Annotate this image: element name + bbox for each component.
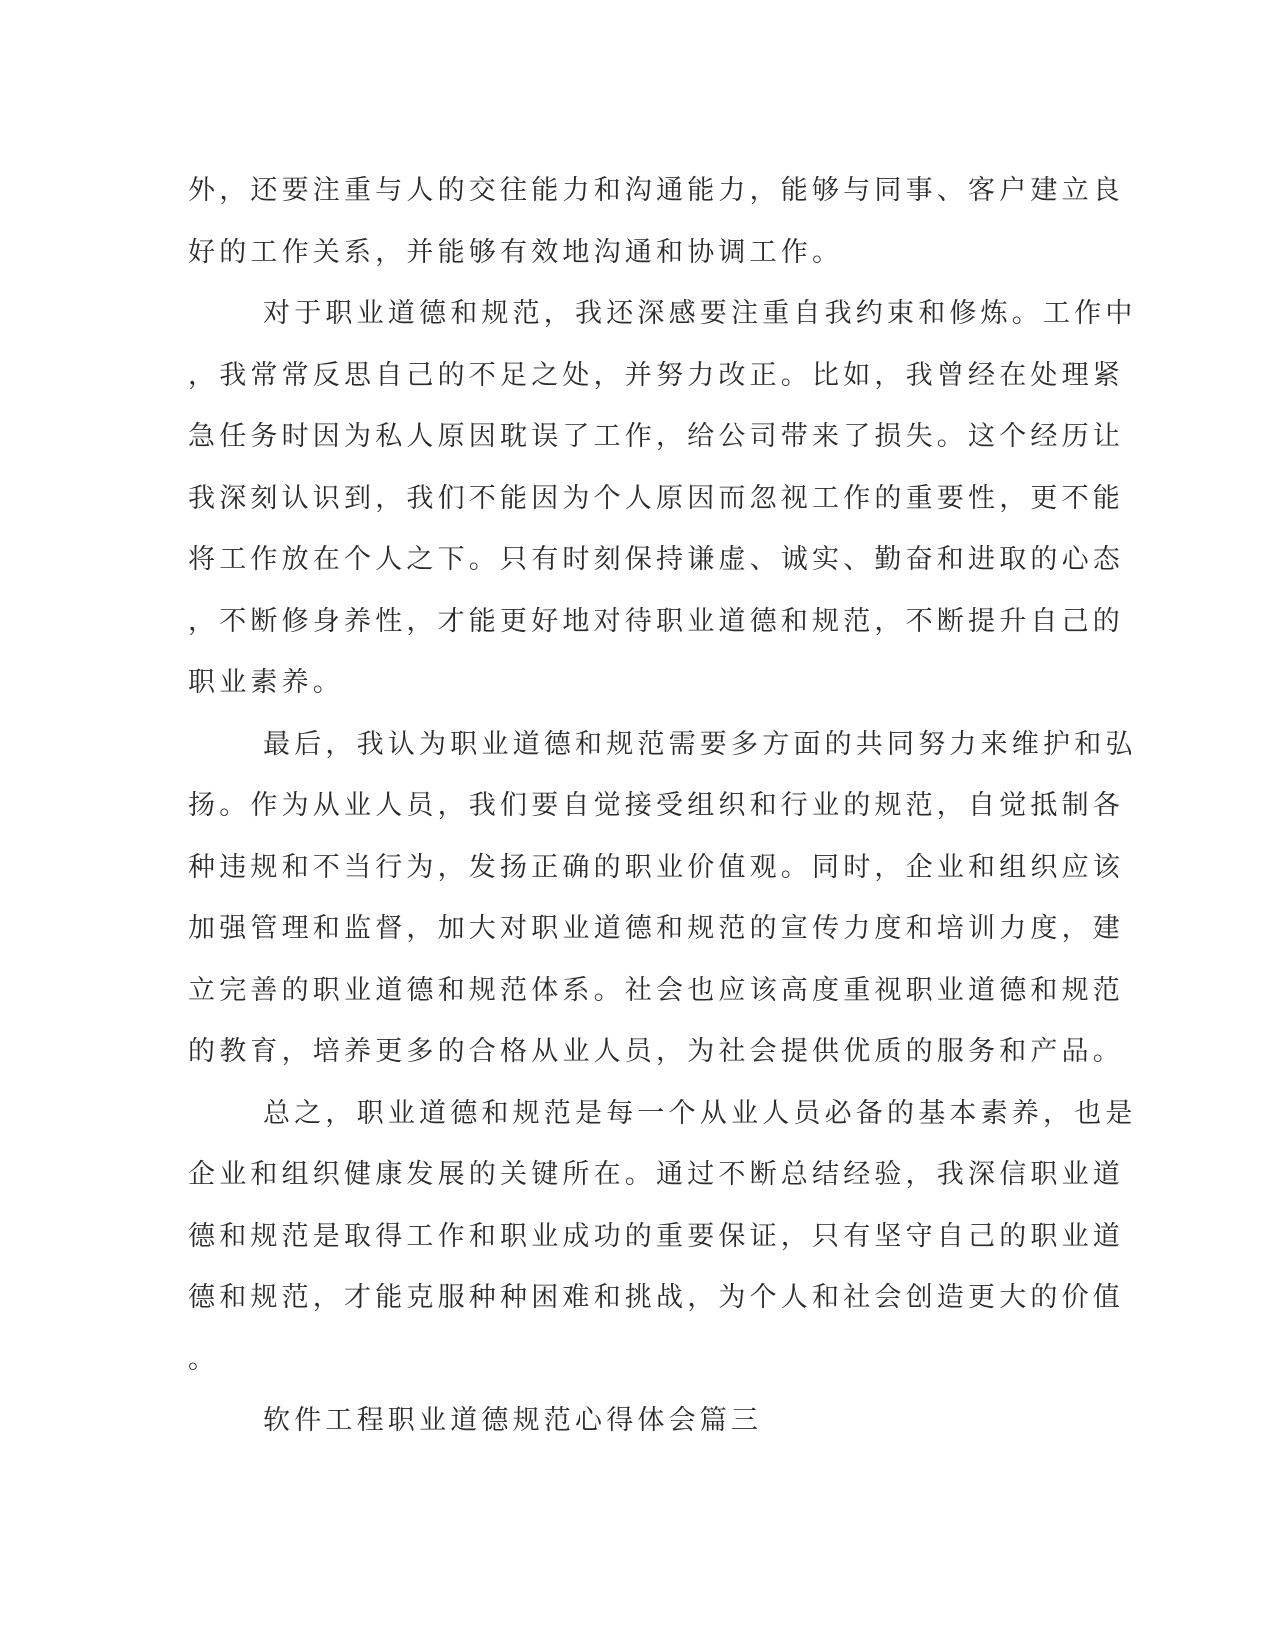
text-line: 急任务时因为私人原因耽误了工作，给公司带来了损失。这个经历让 [188, 421, 1124, 452]
text-line: 好的工作关系，并能够有效地沟通和协调工作。 [188, 236, 844, 268]
text-line: 立完善的职业道德和规范体系。社会也应该高度重视职业道德和规范 [188, 974, 1124, 1006]
text-line: 加强管理和监督，加大对职业道德和规范的宣传力度和培训力度，建 [188, 913, 1124, 944]
paragraph-start-line: 总之，职业道德和规范是每一个从业人员必备的基本素养，也是 [263, 1097, 1137, 1129]
section-heading: 软件工程职业道德规范心得体会篇三 [263, 1405, 763, 1436]
text-line: 。 [188, 1343, 220, 1375]
text-line: 扬。作为从业人员，我们要自觉接受组织和行业的规范，自觉抵制各 [188, 790, 1124, 821]
document-body [188, 160, 1137, 1452]
text-line: 我深刻认识到，我们不能因为个人原因而忽视工作的重要性，更不能 [188, 482, 1124, 514]
paragraph-start-line: 对于职业道德和规范，我还深感要注重自我约束和修炼。工作中 [263, 298, 1137, 329]
text-line: ，不断修身养性，才能更好地对待职业道德和规范，不断提升自己的 [188, 605, 1124, 637]
text-line: 的教育，培养更多的合格从业人员，为社会提供优质的服务和产品。 [188, 1036, 1124, 1067]
text-line: 德和规范是取得工作和职业成功的重要保证，只有坚守自己的职业道 [188, 1220, 1124, 1252]
text-line: 将工作放在个人之下。只有时刻保持谦虚、诚实、勤奋和进取的心态 [188, 544, 1124, 575]
text-line: 德和规范，才能克服种种困难和挑战，为个人和社会创造更大的价值 [188, 1282, 1124, 1313]
text-line: 种违规和不当行为，发扬正确的职业价值观。同时，企业和组织应该 [188, 851, 1124, 883]
text-line: 企业和组织健康发展的关键所在。通过不断总结经验，我深信职业道 [188, 1159, 1124, 1190]
text-line: 职业素养。 [188, 667, 344, 698]
text-line: ，我常常反思自己的不足之处，并努力改正。比如，我曾经在处理紧 [188, 359, 1124, 391]
paragraph-start-line: 最后，我认为职业道德和规范需要多方面的共同努力来维护和弘 [263, 728, 1137, 760]
text-line: 外，还要注重与人的交往能力和沟通能力，能够与同事、客户建立良 [188, 175, 1124, 206]
